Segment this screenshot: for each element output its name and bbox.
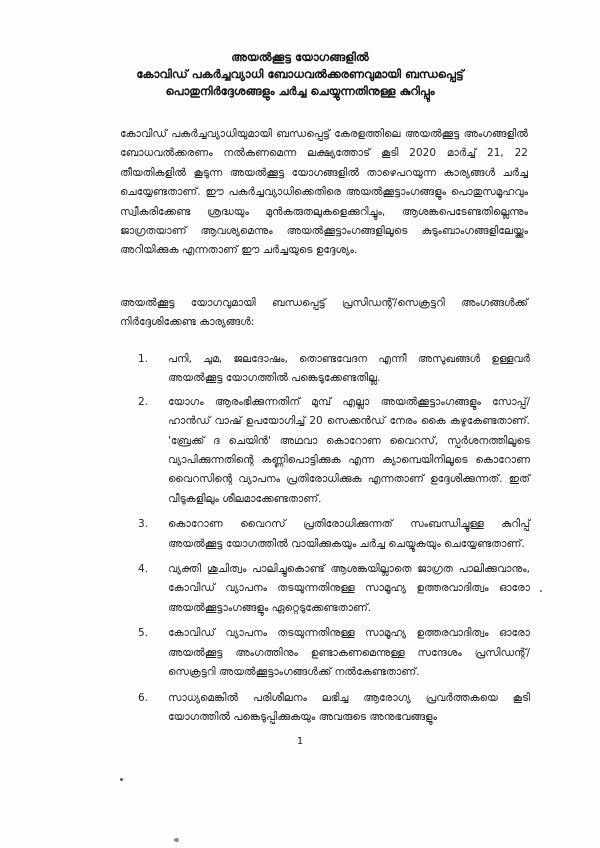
- intro-paragraph: കോവിഡ് പകർച്ചവ്യാധിയുമായി ബന്ധപ്പെട്ട് കേരളത്തിലെ അയൽക്കൂട്ട അംഗങ്ങളിൽ ബോധവൽക്കരണം നൽകണമെന്ന ലക്ഷ്യത്തോട് കൂടി 2020 മാർച്ച് 21, 22 തീയതികളിൽ കൂടുന്ന അയൽക്കൂട്ട യോഗങ്ങളിൽ താഴെപറയുന്ന കാര്യങ്ങൾ ചർച്ച ചെയ്യേണ്ടതാണ്. ഈ പകർച്ചവ്യാധിക്കെതിരെ അയൽക്കൂട്ടാംഗങ്ങളും പൊതുസമൂഹവും സ്വീകരിക്കേണ്ട ശ്രദ്ധയും മുൻകരുതലുകളെക്കുറിച്ചും, ആശങ്കപെടേണ്ടതില്ലെന്നും ജാഗ്രതയാണ് ആവശ്യമെന്നും അയൽക്കൂട്ടാംഗങ്ങളിലൂടെ കുടുംബാംഗങ്ങളിലേയ്ക്കും അറിയിക്കുക എന്നതാണ് ഈ ചർച്ചയുടെ ഉദ്ദേശ്യം.: [120, 128, 528, 257]
- list-item-text: സാധ്യമെങ്കിൽ പരിശീലനം ലഭിച്ച ആരോഗ്യ പ്രവർത്തകയെ കൂടി യോഗത്തിൽ പങ്കെടുപ്പിക്കുകയും അവരുടെ അനുഭവങ്ങളും: [168, 691, 530, 723]
- list-item-text: കൊറോണ വൈറസ് പ്രതിരോധിക്കുന്നത് സംബന്ധിച്ചുള്ള കുറിപ്പ് അയൽക്കൂട്ട യോഗത്തിൽ വായിക്കുകയും ചർച്ച ചെയ്യുകയും ചെയ്യേണ്ടതാണ്.: [168, 518, 530, 550]
- document-title-line-1: അയൽക്കൂട്ട യോഗങ്ങളിൽ: [231, 50, 369, 64]
- list-item-text: കോവിഡ് വ്യാപനം തടയുന്നതിനുള്ള സാമൂഹ്യ ഉത്തരവാദിത്വം ഓരോ അയൽക്കൂട്ട അംഗത്തിനും ഉണ്ടാകണമെന്നുള്ള സന്ദേശം പ്രസിഡന്റ്/സെക്രട്ടറി അയൽക്കൂട്ടാംഗങ്ങൾക്ക് നൽകേണ്ടതാണ്.: [168, 627, 530, 679]
- scan-speck: [540, 590, 542, 592]
- document-title-line-3: പൊതുനിർദ്ദേശങ്ങളും ചർച്ച ചെയ്യുന്നതിനുള്ള കുറിപ്പും: [165, 84, 435, 98]
- page-number: 1: [296, 736, 304, 747]
- list-item: [138, 515, 530, 554]
- list-item: [138, 560, 530, 618]
- list-item-number: 6.: [138, 691, 149, 704]
- list-item: [138, 393, 530, 509]
- instruction-list: [138, 350, 530, 727]
- list-item-number: 3.: [138, 518, 149, 531]
- list-item-number: 4.: [138, 563, 149, 576]
- list-item-number: 5.: [138, 627, 149, 640]
- list-item-text: വ്യക്തി ശുചിത്വം പാലിച്ചുകൊണ്ട് ആശങ്കയില്ലാതെ ജാഗ്രത പാലിക്കുവാനും, കോവിഡ് വ്യാപനം തടയുന്നതിനുള്ള സാമൂഹ്യ ഉത്തരവാദിത്വം ഓരോ അയൽക്കൂട്ടാംഗങ്ങളും ഏറ്റെടുക്കേണ്ടതാണ്.: [168, 563, 530, 614]
- list-item: [138, 350, 530, 389]
- list-item-number: 2.: [138, 395, 149, 408]
- list-item: [138, 624, 530, 682]
- list-item-text: പനി, ചുമ, ജലദോഷം, തൊണ്ടവേദന എന്നീ അസുഖങ്ങൾ ഉള്ളവർ അയൽക്കൂട്ട യോഗത്തിൽ പങ്കെടുക്കേണ്ടതില്ല.: [168, 353, 530, 385]
- list-item-number: 1.: [138, 353, 149, 365]
- instruction-paragraph: അയൽക്കൂട്ട യോഗവുമായി ബന്ധപ്പെട്ട് പ്രസിഡന്റ്/സെക്രട്ടറി അംഗങ്ങൾക്ക് നിർദ്ദേശിക്കേണ്ട കാര്യങ്ങൾ:: [120, 297, 528, 329]
- list-item: [138, 689, 530, 728]
- document-title-line-2: കോവിഡ് പകർച്ചവ്യാധി ബോധവൽക്കരണവുമായി ബന്ധപ്പെട്ട്: [136, 67, 464, 81]
- scan-speck: [120, 778, 123, 781]
- scan-speck: [174, 838, 179, 842]
- list-item-text: യോഗം ആരംഭിക്കുന്നതിന് മുമ്പ് എല്ലാ അയൽക്കൂട്ടാംഗങ്ങളും സോപ്പ്/ ഹാൻഡ് വാഷ് ഉപയോഗിച്ച് 20 സെക്കൻഡ് നേരം കൈ കഴുകേണ്ടതാണ്. 'ബ്രേക്ക് ദ ചെയിൻ' അഥവാ കൊറോണ വൈറസ്, സ്പർശനത്തിലൂടെ വ്യാപിക്കുന്നതിന്റെ കണ്ണിപൊട്ടിക്കുക എന്ന ക്യാമ്പെയിനിലൂടെ കൊറോണ വൈറസിന്റെ വ്യാപനം പ്രതിരോധിക്കുക എന്നതാണ് ഉദ്ദേശിക്കുന്നത്. ഇത് വീടുകളിലും ശീലമാക്കേണ്ടതാണ്.: [168, 395, 530, 505]
